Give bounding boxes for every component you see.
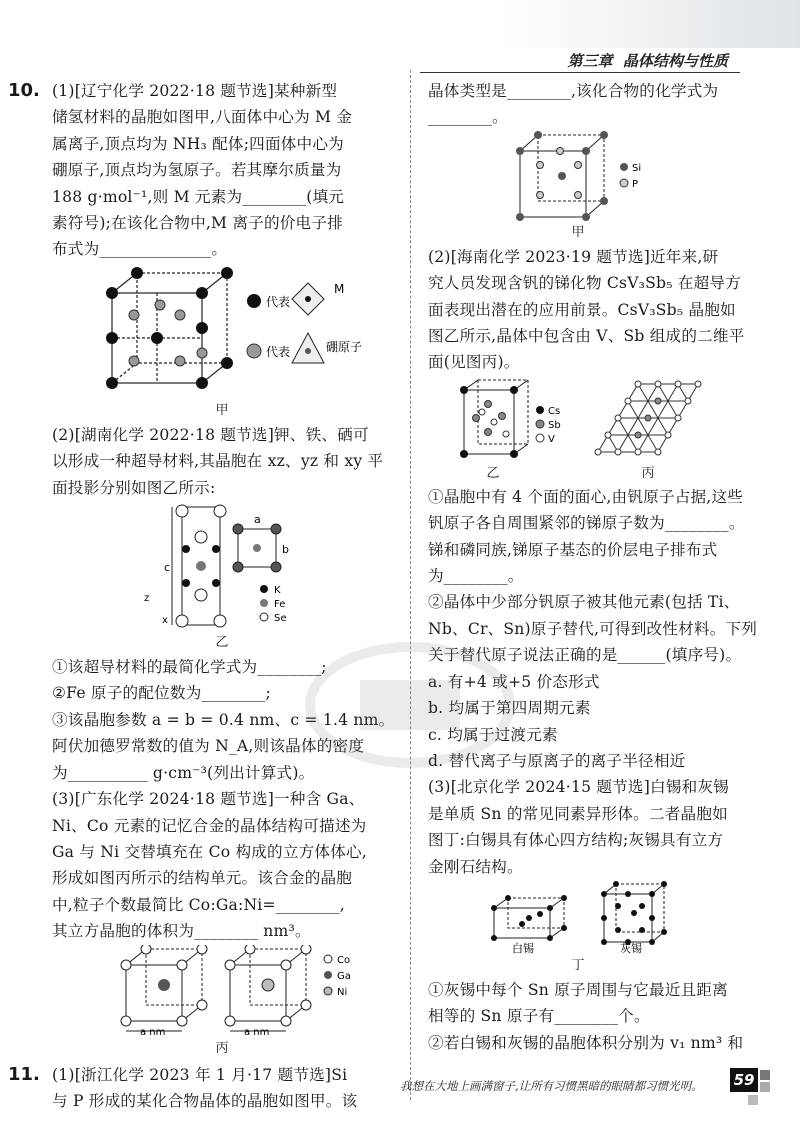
text-line: (2)[海南化学 2023·19 题节选]近年来,研	[428, 247, 719, 266]
text-line: 素符号);在该化合物中,M 离子的价电子排	[52, 214, 343, 233]
text-line: 是单质 Sn 的常见同素异形体。二者晶胞如	[428, 804, 728, 823]
chapter-title: 晶体结构与性质	[622, 52, 728, 70]
legend-k: K	[274, 585, 281, 597]
legend-si: Si	[632, 162, 642, 174]
q10-part3	[52, 786, 392, 944]
axis-b-label: b	[282, 543, 289, 557]
q11-part3	[428, 774, 758, 880]
text-line: 属离子,顶点均为 NH₃ 配体;四面体中心为	[52, 134, 344, 153]
watermark-logo	[300, 640, 520, 770]
figure-caption: 乙	[486, 465, 500, 481]
text-line: ________。	[428, 108, 508, 127]
white-tin-label: 白锡	[512, 941, 534, 954]
dimension-label: a nm	[140, 1026, 166, 1037]
header-band	[500, 0, 800, 48]
text-line: (3)[北京化学 2024·15 题节选]白锡和灰锡	[428, 778, 729, 797]
text-line: 储氢材料的晶胞如图甲,八面体中心为 M 金	[52, 108, 353, 127]
text-line: 以形成一种超导材料,其晶胞在 xz、yz 和 xy 平	[52, 452, 384, 471]
q10-part1	[52, 78, 392, 263]
figure-caption: 甲	[571, 224, 585, 240]
text-line: 硼原子,顶点均为氢原子。若其摩尔质量为	[52, 161, 342, 180]
axis-x-label: x	[162, 615, 168, 627]
text-line: 金刚石结构。	[428, 857, 523, 876]
text-line: 晶体类型是________,该化合物的化学式为	[428, 82, 719, 100]
legend-v: V	[548, 433, 555, 445]
text-line: 其立方晶胞的体积为________ nm³。	[52, 922, 311, 941]
text-line: 188 g·mol⁻¹,则 M 元素为________(填元	[52, 187, 345, 206]
chapter-header	[568, 50, 728, 71]
text-line: 面表现出潜在的应用前景。CsV₃Sb₅ 晶胞如	[428, 300, 736, 319]
axis-a-label: a	[254, 513, 261, 527]
figure-yi-bing-right	[428, 376, 758, 462]
figure-caption: 丙	[215, 1040, 229, 1056]
text-line: 关于替代原子说法正确的是______(填序号)。	[428, 646, 742, 665]
text-line: Nb、Cr、Sn)原子替代,可得到改性材料。下列	[428, 619, 758, 638]
text-line: 面投影分别如图乙所示:	[52, 478, 216, 497]
text-line: (2)[湖南化学 2022·18 题节选]钾、铁、硒可	[52, 425, 369, 444]
legend-sb: Sb	[548, 419, 561, 431]
text-line: 究人员发现含钒的锑化物 CsV₃Sb₅ 在超导方	[428, 274, 741, 293]
legend-fe: Fe	[274, 599, 286, 611]
si-p-cell-diagram	[428, 131, 758, 221]
figure-caption: 丁	[571, 957, 585, 973]
legend-boron-label: 硼原子	[326, 339, 363, 354]
figure-jia-right	[428, 131, 758, 221]
legend-co: Co	[337, 954, 351, 966]
header-rule	[420, 72, 740, 73]
option-b: b. 均属于第四周期元素	[428, 699, 591, 718]
legend-cs: Cs	[548, 405, 561, 417]
text-line: ②Fe 原子的配位数为________;	[52, 684, 271, 703]
text-line: 钒原子各自周围紧邻的锑原子数为________。	[428, 514, 745, 533]
legend-label: 代表	[266, 344, 291, 359]
text-line: (3)[广东化学 2024·18 题节选]一种含 Ga、	[52, 790, 365, 809]
figure-caption: 乙	[215, 635, 229, 651]
text-line: 布式为______________。	[52, 240, 228, 259]
text-line: 阿伏加德罗常数的值为 N_A,则该晶体的密度	[52, 737, 365, 756]
q11-part3-questions	[428, 977, 758, 1056]
q11-part1	[8, 1062, 392, 1115]
figure-jia-left	[52, 263, 392, 399]
dimension-label: a nm	[244, 1026, 270, 1037]
option-c: c. 均属于过渡元素	[428, 725, 558, 744]
legend-m-label: M	[334, 281, 345, 296]
axis-c-label: c	[164, 561, 171, 575]
text-line: 形成如图丙所示的结构单元。该合金的晶胞	[52, 869, 353, 888]
figure-ding-right	[428, 880, 758, 954]
chapter-number: 第三章	[567, 52, 613, 70]
q11-part2	[428, 244, 758, 376]
text-line: ①晶胞中有 4 个面的面心,由钒原子占据,这些	[428, 487, 744, 506]
axis-z-label: z	[144, 593, 150, 605]
question-11-number: 11.	[8, 1063, 40, 1085]
question-10-number: 10.	[8, 80, 40, 101]
text-line: 为________。	[428, 567, 524, 586]
figure-bing-left	[52, 945, 392, 1037]
text-line: 图丁:白锡具有体心四方结构;灰锡具有立方	[428, 831, 724, 850]
q11-continued	[428, 78, 758, 131]
right-column	[428, 78, 758, 1056]
legend-se: Se	[274, 613, 287, 625]
crystal-cell-diagram	[52, 263, 392, 399]
legend-label: 代表	[266, 294, 291, 309]
text-line: 中,粒子个数最简比 Co:Ga:Ni=________,	[52, 895, 345, 914]
tin-cells-diagram	[428, 880, 758, 954]
legend-ga: Ga	[337, 970, 351, 982]
option-a: a. 有+4 或+5 价态形式	[428, 672, 600, 691]
alloy-structure-diagram	[52, 945, 392, 1037]
text-line: ③该晶胞参数 a = b = 0.4 nm、c = 1.4 nm。	[52, 710, 395, 729]
text-line: 锑和磷同族,锑原子基态的价层电子排布式	[428, 540, 718, 559]
left-column	[8, 78, 395, 1114]
grey-tin-label: 灰锡	[620, 941, 642, 954]
projection-diagram	[52, 501, 392, 631]
option-d: d. 替代离子与原离子的离子半径相近	[428, 751, 686, 770]
page-decoration	[760, 1082, 770, 1092]
text-line: ②晶体中少部分钒原子被其他元素(包括 Ti、	[428, 593, 740, 612]
text-line: Ni、Co 元素的记忆合金的晶体结构可描述为	[52, 816, 367, 835]
text-line: 与 P 形成的某化合物晶体的晶胞如图甲。该	[52, 1091, 358, 1110]
text-line: (1)[辽宁化学 2022·18 题节选]某种新型	[52, 82, 338, 100]
figure-caption-row	[428, 462, 758, 480]
text-line: (1)[浙江化学 2023 年 1 月·17 题节选]Si	[52, 1065, 348, 1084]
q10-part2	[52, 422, 392, 501]
text-line: 图乙所示,晶体中包含由 V、Sb 组成的二维平	[428, 327, 745, 346]
footer-motto: 我想在大地上画满窗子,让所有习惯黑暗的眼睛都习惯光明。	[400, 1079, 703, 1093]
figure-yi-left	[52, 501, 392, 631]
text-line: Ga 与 Ni 交替填充在 Co 构成的立方体体心,	[52, 842, 367, 861]
text-line: 面(见图丙)。	[428, 353, 520, 372]
figure-caption: 甲	[215, 402, 229, 418]
figure-caption: 丙	[641, 465, 655, 481]
page-number: 59	[730, 1068, 758, 1092]
text-line: ①该超导材料的最简化学式为________;	[52, 658, 327, 677]
csv3sb5-diagram	[428, 376, 758, 462]
text-line: ①灰锡中每个 Sn 原子周围与它最近且距离	[428, 980, 728, 999]
legend-p: P	[632, 178, 639, 190]
text-line: ②若白锡和灰锡的晶胞体积分别为 v₁ nm³ 和	[428, 1033, 744, 1052]
page-decoration	[760, 1070, 770, 1080]
text-line: 为__________ g·cm⁻³(列出计算式)。	[52, 763, 315, 782]
page-decoration	[748, 1095, 758, 1105]
legend-ni: Ni	[337, 986, 348, 998]
column-divider	[410, 70, 411, 1100]
text-line: 相等的 Sn 原子有________个。	[428, 1007, 650, 1026]
